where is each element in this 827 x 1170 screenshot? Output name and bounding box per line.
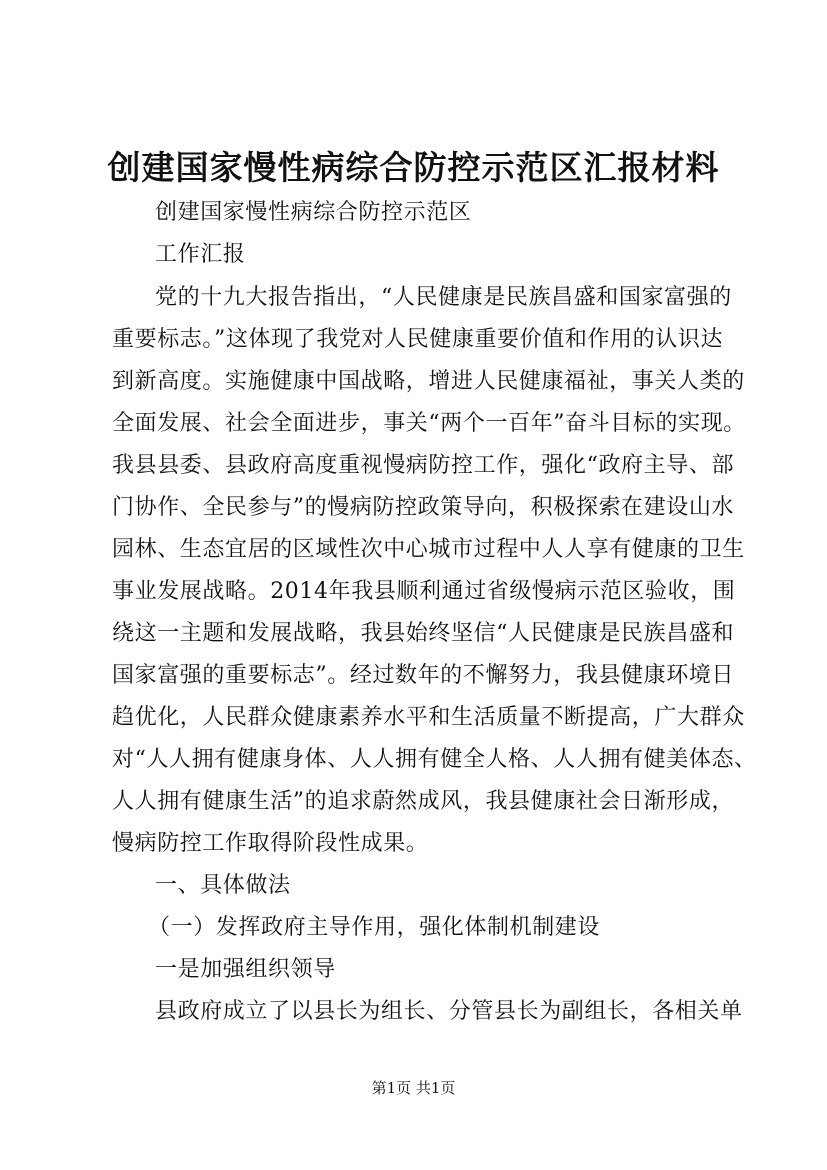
document-title: 创建国家慢性病综合防控示范区汇报材料 — [107, 148, 720, 187]
paragraph-line: 重要标志。”这体现了我党对人民健康重要价值和作用的认识达 — [112, 327, 724, 352]
subtitle-line: 创建国家慢性病综合防控示范区 — [155, 200, 472, 225]
paragraph-line: 趋优化，人民群众健康素养水平和生活质量不断提高，广大群众 — [112, 705, 745, 730]
paragraph-line: 人人拥有健康生活”的追求蔚然成风，我县健康社会日渐形成， — [112, 789, 735, 814]
item-heading: 一是加强组织领导 — [155, 957, 336, 982]
paragraph-line: 我县县委、县政府高度重视慢病防控工作，强化“政府主导、部 — [112, 453, 735, 478]
paragraph-line: 全面发展、社会全面进步，事关“两个一百年”奋斗目标的实现。 — [112, 411, 746, 436]
paragraph-line: 慢病防控工作取得阶段性成果。 — [112, 831, 429, 856]
paragraph-line: 党的十九大报告指出，“人民健康是民族昌盛和国家富强的 — [155, 285, 732, 310]
paragraph-line: 事业发展战略。2014年我县顺利通过省级慢病示范区验收，围 — [112, 579, 736, 604]
page-footer: 第1页 共1页 — [371, 1079, 456, 1097]
paragraph-line: 绕这一主题和发展战略，我县始终坚信“人民健康是民族昌盛和 — [112, 621, 735, 646]
paragraph-line: 国家富强的重要标志”。经过数年的不懈努力，我县健康环境日 — [112, 663, 735, 688]
paragraph-line: 园林、生态宜居的区域性次中心城市过程中人人享有健康的卫生 — [112, 537, 745, 562]
subsection-heading: （一）发挥政府主导作用，强化体制机制建设 — [148, 915, 601, 940]
paragraph-line: 到新高度。实施健康中国战略，增进人民健康福祉，事关人类的 — [112, 369, 745, 394]
paragraph-line: 县政府成立了以县长为组长、分管县长为副组长，各相关单 — [155, 999, 743, 1024]
paragraph-line: 对“人人拥有健康身体、人人拥有健全人格、人人拥有健美体态、 — [112, 747, 757, 772]
subtitle-line: 工作汇报 — [155, 242, 246, 267]
section-heading: 一、具体做法 — [155, 873, 291, 898]
paragraph-line: 门协作、全民参与”的慢病防控政策导向，积极探索在建设山水 — [112, 495, 735, 520]
